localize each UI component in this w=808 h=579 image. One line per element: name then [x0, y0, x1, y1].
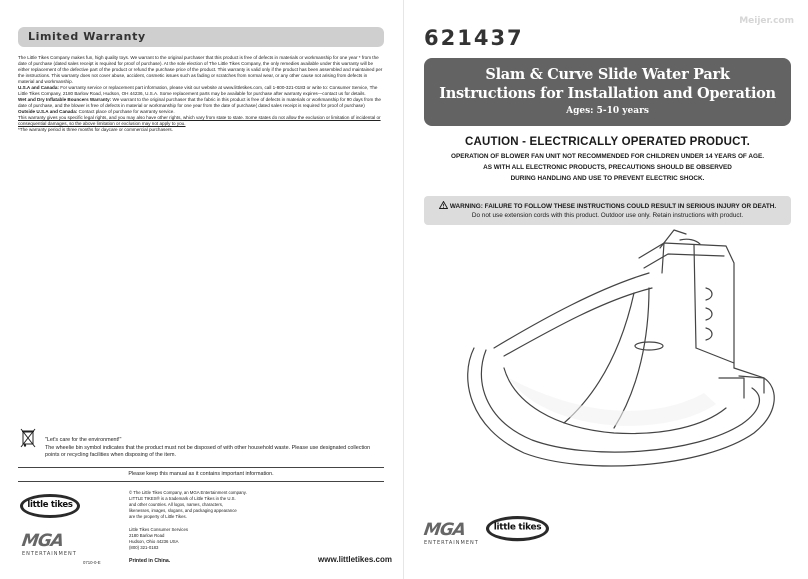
- warning-subtext: Do not use extension cords with this product. Outdoor use only. Retain instructions with product.: [471, 212, 744, 219]
- outside-text: Contact place of purchase for warranty service.: [78, 109, 175, 114]
- cover-page: [404, 0, 808, 579]
- warranty-footnote: *The warranty period is three months for daycare or commercial purchasers.: [18, 127, 173, 132]
- mga-logo-subtext: ENTERTAINMENT: [22, 551, 77, 557]
- copyright-line: LITTLE TIKES® is a trademark of Little Tikes in the U.S.: [129, 496, 236, 501]
- bouncers-label: Wet and Dry Inflatable Bouncers Warranty:: [18, 97, 112, 102]
- retailer-watermark: Meijer.com: [739, 16, 794, 26]
- address-line: Little Tikes Consumer Services: [129, 527, 188, 532]
- mga-logo-subtext: ENTERTAINMENT: [424, 540, 479, 546]
- mga-logo-text: MGA: [422, 520, 467, 540]
- caution-text: [424, 151, 791, 184]
- address-line: Hudson, Ohio 44236 USA: [129, 539, 179, 544]
- copyright-line: © The Little Tikes Company, an MGA Entertainment company.: [129, 490, 247, 495]
- us-canada-text: For warranty service or replacement part information, please visit our website at www.littletikes.com, call 1-800-321-0183 or write to: Consumer Service, The Little Tikes Company, 2180 Barlow Road, Hudson, OH 44236, U.S.A. Some replacement parts may be available for purchase after warranty expires—contact us for details.: [18, 85, 378, 96]
- website-link[interactable]: www.littletikes.com: [318, 555, 392, 564]
- mga-logo: [20, 531, 77, 561]
- divider: [18, 481, 384, 482]
- caution-heading: CAUTION - ELECTRICALLY OPERATED PRODUCT.: [464, 136, 751, 148]
- address-line: 2180 Barlow Road: [129, 533, 165, 538]
- caution-line: OPERATION OF BLOWER FAN UNIT NOT RECOMMENDED FOR CHILDREN UNDER 14 YEARS OF AGE.: [450, 153, 765, 160]
- little-tikes-logo-text: little tikes: [27, 500, 73, 510]
- copyright-line: are the property of Little Tikes.: [129, 514, 187, 519]
- warranty-heading: Limited Warranty: [28, 30, 146, 43]
- copyright-line: likenesses, images, slogans, and packaging appearance: [129, 508, 237, 513]
- warranty-text-block: [18, 55, 384, 133]
- warranty-paragraph: The Little Tikes Company makes fun, high quality toys. We warrant to the original purchaser that this product is free of defects in materials or workmanship for one year * from the date of purchase (dated sales receipt is required for proof of purchase). At the sole election of The Little Tikes Company, the only remedies available under this warranty will be either replacement of the defective part of the product or refund the purchase price of the product. This warranty is valid only if the product has been assembled and maintained per the instructions. This warranty does not cover abuse, accident, cosmetic issues such as fading or scratches from normal wear, or any other cause not arising from defects in material and workmanship.: [18, 55, 383, 84]
- caution-line: DURING HANDLING AND USE TO PREVENT ELECTRIC SHOCK.: [510, 175, 705, 182]
- legal-rights: This warranty gives you specific legal rights, and you may also have other rights, which vary from state to state. Some states do not allow the exclusion or limitation of incidental or consequential damages, so the above limitation or exclusion may not apply to you.: [18, 115, 381, 126]
- little-tikes-logo: [20, 494, 82, 520]
- weee-title: "Let's care for the environment!": [45, 437, 122, 443]
- inflatable-slide-illustration: [434, 228, 794, 478]
- warning-triangle-icon: [439, 201, 448, 209]
- warning-box: [424, 196, 791, 225]
- us-canada-label: U.S.A and Canada:: [18, 85, 59, 90]
- title-box: [424, 58, 791, 126]
- part-number: 0710-0-E: [83, 560, 101, 565]
- copyright-line: and other countries. All logos, names, characters,: [129, 502, 224, 507]
- printed-in: Printed in China.: [129, 558, 171, 564]
- bouncers-paragraph: [18, 97, 384, 109]
- mga-logo: [422, 520, 479, 550]
- age-range: Ages: 5-10 years: [566, 106, 649, 116]
- instructions-title: Instructions for Installation and Operation: [439, 85, 776, 102]
- little-tikes-logo-text: little tikes: [493, 522, 542, 533]
- warning-line: [424, 201, 791, 210]
- address-block: [129, 527, 229, 551]
- keep-manual-note: Please keep this manual as it contains important information.: [128, 471, 274, 477]
- caution-line: AS WITH ALL ELECTRONIC PRODUCTS, PRECAUTIONS SHOULD BE OBSERVED: [483, 164, 732, 171]
- weee-text: The wheelie bin symbol indicates that the product must not be disposed of with other household waste. Please use designated collection points or recycling facilities when disposing of the item.: [45, 445, 371, 458]
- little-tikes-logo: [486, 516, 551, 543]
- copyright-block: [129, 490, 249, 520]
- mga-logo-text: MGA: [20, 531, 65, 551]
- product-title: Slam & Curve Slide Water Park: [485, 66, 730, 83]
- outside-label: Outside U.S.A and Canada:: [18, 109, 78, 114]
- us-canada-paragraph: [18, 85, 384, 97]
- warning-text: WARNING: FAILURE TO FOLLOW THESE INSTRUCTIONS COULD RESULT IN SERIOUS INJURY OR DEATH.: [449, 203, 777, 210]
- crossed-out-bin-icon: [20, 428, 36, 448]
- product-number: 621437: [424, 26, 524, 50]
- address-line: (800) 321-0183: [129, 545, 159, 550]
- warranty-heading-bar: [18, 27, 384, 47]
- divider: [18, 467, 384, 468]
- bouncers-text: We warrant to the original purchaser that the fabric in this product is free of defects in materials or workmanship for 90 days from the date of purchase, and the blower is free of defects in material or workmanship for one year from the date of purchase( dated sales receipt is required for proof of purchase): [18, 97, 381, 108]
